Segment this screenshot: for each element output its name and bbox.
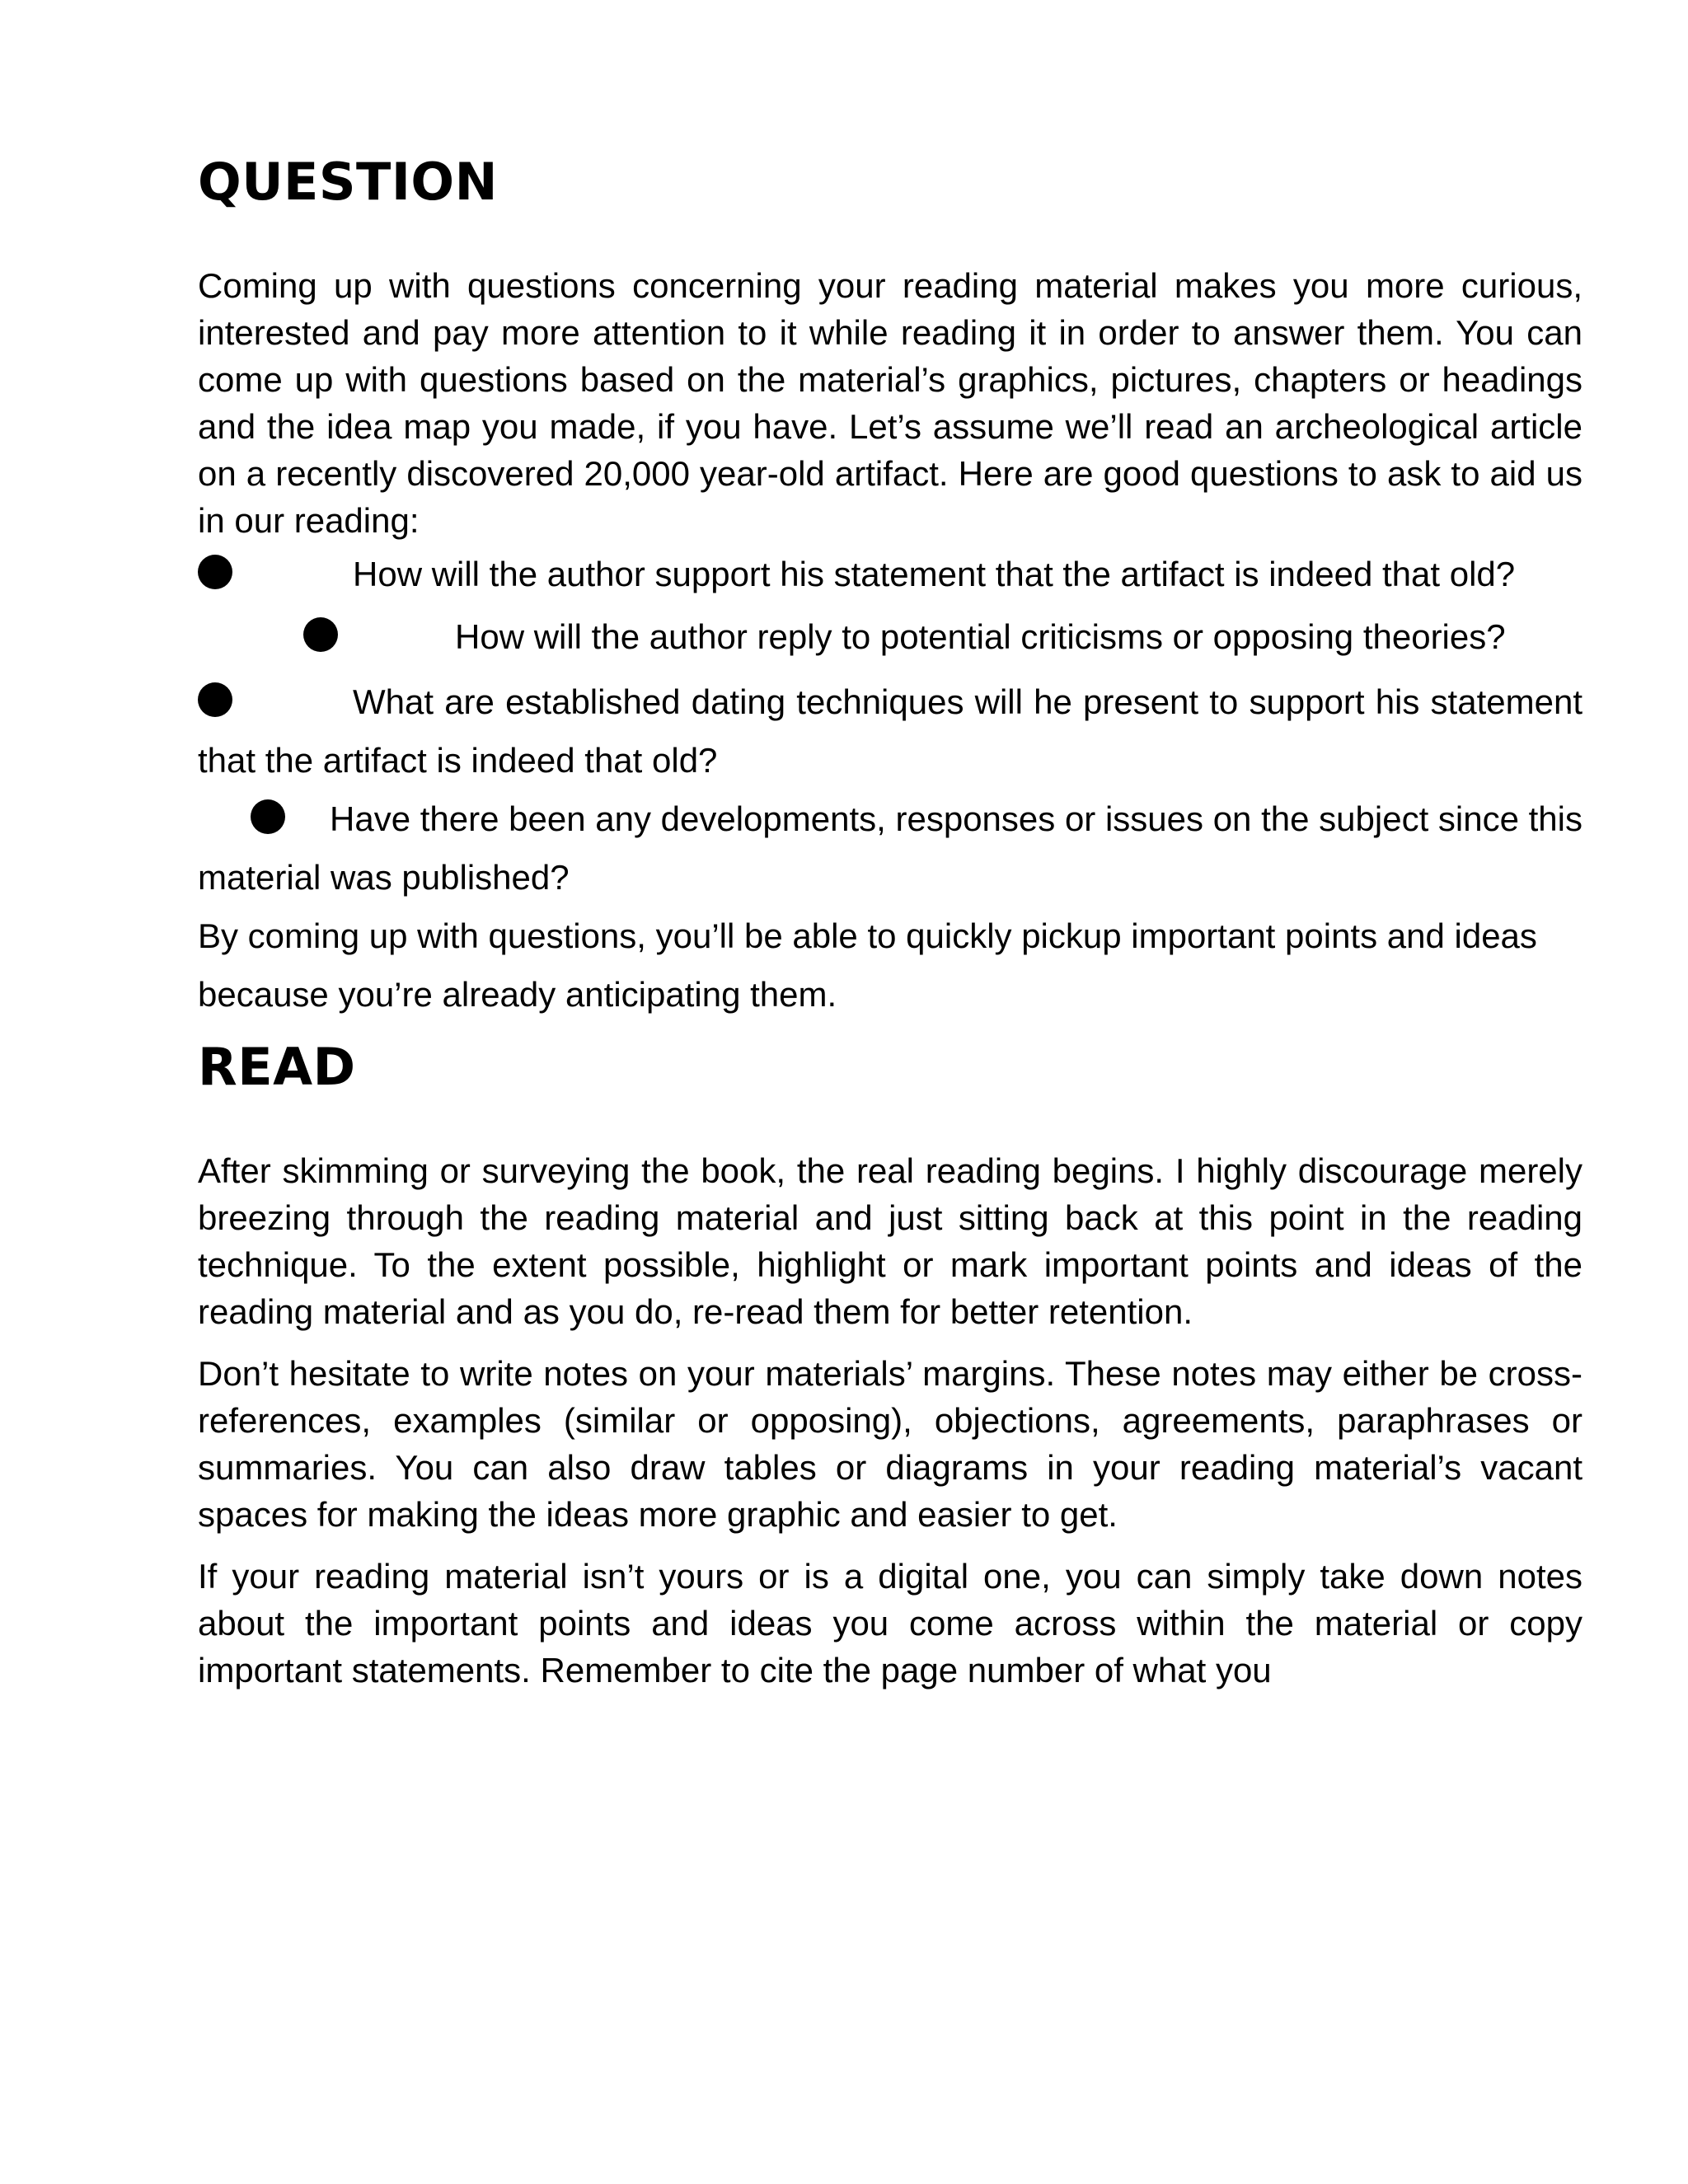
question-intro-paragraph: Coming up with questions concerning your reading material makes you more curious, interested and pay more attention to it while reading it in order to answer them. You can come up with questions based on the material’s graphics, pictures, chapters or headings and the idea map you made, if you have. Let’s assume we’ll read an archeological article on a recently discovered 20,000 year-old artifact. Here are good questions to ask to aid us in our reading:	[198, 266, 1582, 540]
read-heading: READ	[198, 1037, 356, 1097]
bullet-dot-icon	[303, 617, 338, 652]
bullet-dot-icon	[198, 682, 232, 717]
document-page	[198, 152, 1582, 1694]
bullet-text: How will the author reply to potential criticisms or opposing theories?	[455, 617, 1506, 656]
bullet-text: What are established dating techniques will he present to support his statement that the artifact is indeed that old?	[198, 682, 1582, 780]
read-paragraph: If your reading material isn’t yours or is a digital one, you can simply take down notes about the important points and ideas you come across within the material or copy important statements. Remember to cite the page number of what you	[198, 1557, 1582, 1690]
bullet-text: How will the author support his statement that the artifact is indeed that old?	[353, 555, 1516, 593]
bullet-item	[198, 673, 1582, 790]
question-bullet-list	[198, 551, 1582, 907]
read-paragraph: After skimming or surveying the book, the real reading begins. I highly discourage merely breezing through the reading material and just sitting back at this point in the reading technique. To the extent possible, highlight or mark important points and ideas of the reading material and as you do, re-read them for better retention.	[198, 1151, 1582, 1331]
read-paragraph: Don’t hesitate to write notes on your materials’ margins. These notes may either be cross-references, examples (similar or opposing), objections, agreements, paraphrases or summaries. You can also draw tables or diagrams in your reading material’s vacant spaces for making the ideas more graphic and easier to get.	[198, 1354, 1582, 1534]
bullet-dot-icon	[198, 555, 232, 589]
bullet-item	[198, 607, 1582, 666]
question-heading: QUESTION	[198, 152, 499, 212]
question-closing-paragraph: By coming up with questions, you’ll be able to quickly pickup important points and ideas because you’re already anticipating them.	[198, 916, 1537, 1014]
bullet-text: Have there been any developments, responses or issues on the subject since this material was published?	[198, 799, 1582, 897]
bullet-dot-icon	[251, 799, 285, 834]
bullet-item	[198, 551, 1582, 598]
bullet-item	[198, 790, 1582, 907]
